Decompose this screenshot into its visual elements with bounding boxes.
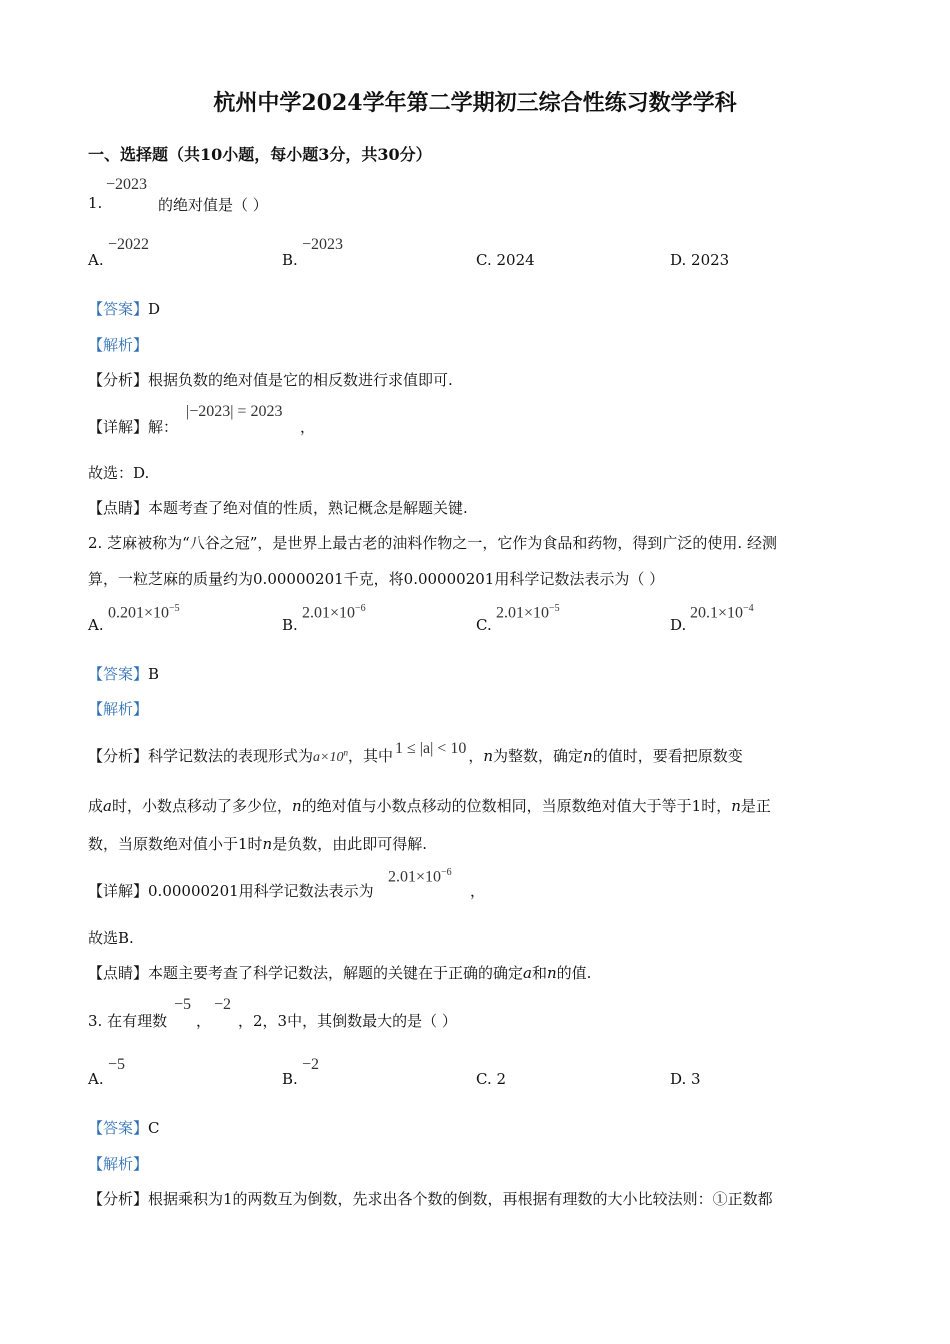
q1-option-c-label: C. xyxy=(476,251,492,269)
q2-option-c-label: C. xyxy=(476,616,492,634)
q1-dianjing xyxy=(88,497,468,518)
q2-line2-d: 是正 xyxy=(740,797,771,815)
q2-option-a-exp: −5 xyxy=(169,603,180,614)
fenxi-label: 【分析】 xyxy=(88,371,149,389)
q2-option-b-value xyxy=(302,603,366,622)
q2-dianjing-n: n xyxy=(547,964,557,982)
q2-dianjing xyxy=(88,962,591,983)
q3-option-a-label: A. xyxy=(88,1070,104,1088)
page-title: 杭州中学2024学年第二学期初三综合性练习数学学科 xyxy=(213,90,737,116)
q2-stem-line1: 2. 芝麻被称为“八谷之冠”，是世界上最古老的油料作物之一，它作为食品和药物，得到广泛的使用. 经测 xyxy=(88,534,777,552)
q2-fenxi-e: 的值时，要看把原数变 xyxy=(592,747,743,765)
q2-fenxi-a: 科学记数法的表现形式为 xyxy=(148,747,314,765)
q1-option-a-label: A. xyxy=(88,251,104,269)
q1-detail-math: |−2023| = 2023 xyxy=(186,403,283,420)
q3-prefix: 3. 在有理数 xyxy=(88,1012,168,1030)
q1-text: 的绝对值是（ ） xyxy=(158,196,268,214)
q2-option-c-exp: −5 xyxy=(549,603,560,614)
q2-option-c-value xyxy=(496,603,560,622)
q2-fenxi-math2: 1 ≤ |a| < 10 xyxy=(395,740,467,757)
q1-math: −2023 xyxy=(106,176,148,193)
dianjing-label: 【点睛】 xyxy=(88,964,149,982)
q2-fenxi-math1-base: a×10 xyxy=(313,750,344,765)
q3-option-a-value: −5 xyxy=(108,1056,126,1073)
q2-fenxi-line2 xyxy=(88,795,771,816)
q3-answer xyxy=(88,1117,160,1138)
q3-option-b-label: B. xyxy=(282,1070,298,1088)
q1-answer xyxy=(88,298,160,319)
q2-detail-exp: −6 xyxy=(441,867,452,878)
q2-fenxi-math1-exp: n xyxy=(343,747,348,758)
q3-fenxi xyxy=(88,1188,773,1209)
q3-option-d-value: 3 xyxy=(691,1070,701,1088)
q2-stem-line2: 算，一粒芝麻的质量约为0.00000201千克，将0.00000201用科学记数法表示为（ ） xyxy=(88,570,665,588)
q2-detail-math xyxy=(388,867,452,886)
q2-dianjing-a-var: a xyxy=(523,964,532,982)
answer-label: 【答案】 xyxy=(88,665,149,683)
q2-line2-a-var: a xyxy=(103,797,112,815)
q3-suffix: ，2，3中，其倒数最大的是（ ） xyxy=(238,1012,457,1030)
q2-line2-n: n xyxy=(291,797,302,815)
q2-option-a-value xyxy=(108,603,180,622)
dianjing-label: 【点睛】 xyxy=(88,499,149,517)
q2-option-d-base: 20.1×10 xyxy=(690,604,744,622)
q2-fenxi-math1 xyxy=(313,747,348,765)
answer-label: 【答案】 xyxy=(88,1119,149,1137)
q3-math2: −2 xyxy=(214,996,232,1013)
q2-line2-c: 的绝对值与小数点移动的位数相同，当原数绝对值大于等于1时， xyxy=(301,797,732,815)
q1-option-a-value: −2022 xyxy=(108,236,150,253)
detail-label: 【详解】 xyxy=(88,418,149,436)
q2-line2-a: 成 xyxy=(88,797,104,815)
q3-option-c xyxy=(476,1070,506,1088)
q1-fenxi-text: 根据负数的绝对值是它的相反数进行求值即可. xyxy=(148,371,453,389)
q2-fenxi-c: ， xyxy=(468,747,484,765)
section-heading: 一、选择题（共10小题，每小题3分，共30分） xyxy=(88,145,432,164)
q2-option-c-base: 2.01×10 xyxy=(496,604,550,622)
q2-detail xyxy=(88,880,374,901)
q3-math1: −5 xyxy=(174,996,192,1013)
q2-answer-value: B xyxy=(148,665,160,683)
q2-detail-suffix: ， xyxy=(470,882,486,900)
q1-analysis-label: 【解析】 xyxy=(88,336,149,354)
q3-answer-value: C xyxy=(148,1119,160,1137)
q1-fenxi xyxy=(88,369,453,390)
q2-fenxi-line1 xyxy=(88,740,743,766)
q2-fenxi-n1: n xyxy=(483,747,493,765)
q2-fenxi-b: ，其中 xyxy=(347,747,393,765)
q2-line2-n2: n xyxy=(731,797,741,815)
q2-detail-base: 2.01×10 xyxy=(388,868,442,886)
q1-option-d-value: 2023 xyxy=(691,251,730,269)
q1-number: 1. xyxy=(88,194,103,212)
q2-line3-b: 是负数，由此即可得解. xyxy=(272,835,427,853)
q2-option-a-label: A. xyxy=(88,616,104,634)
q3-analysis-label: 【解析】 xyxy=(88,1155,149,1173)
q1-option-d xyxy=(670,251,729,269)
fenxi-label: 【分析】 xyxy=(88,1190,149,1208)
q2-analysis-label: 【解析】 xyxy=(88,700,149,718)
q1-detail-prefix: 解： xyxy=(148,418,179,436)
q1-option-c xyxy=(476,251,535,269)
q2-detail-text: 0.00000201用科学记数法表示为 xyxy=(148,882,374,900)
q1-answer-value: D xyxy=(148,300,161,318)
q2-answer xyxy=(88,663,159,684)
q1-option-b-label: B. xyxy=(282,251,298,269)
q1-detail-suffix: ， xyxy=(300,418,316,436)
q2-fenxi-n2: n xyxy=(583,747,593,765)
q3-option-c-label: C. xyxy=(476,1070,492,1088)
q2-fenxi-line3 xyxy=(88,833,427,854)
q3-option-d xyxy=(670,1070,701,1088)
q1-dianjing-text: 本题考查了绝对值的性质，熟记概念是解题关键. xyxy=(148,499,468,517)
q2-conclusion: 故选B. xyxy=(88,929,134,947)
q3-option-d-label: D. xyxy=(670,1070,687,1088)
q2-option-b-label: B. xyxy=(282,616,298,634)
q2-line3-a: 数，当原数绝对值小于1时 xyxy=(88,835,263,853)
q2-dianjing-b: 和 xyxy=(531,964,547,982)
q2-option-a-base: 0.201×10 xyxy=(108,604,170,622)
q1-detail xyxy=(88,416,178,437)
q2-fenxi-d: 为整数，确定 xyxy=(493,747,584,765)
q3-option-c-value: 2 xyxy=(496,1070,507,1088)
q3-fenxi-text: 根据乘积为1的两数互为倒数，先求出各个数的倒数，再根据有理数的大小比较法则：①正数都 xyxy=(148,1190,773,1208)
q2-line3-n: n xyxy=(262,835,273,853)
fenxi-label: 【分析】 xyxy=(88,747,149,765)
detail-label: 【详解】 xyxy=(88,882,149,900)
q1-conclusion: 故选：D. xyxy=(88,464,150,482)
q3-sep1: ， xyxy=(196,1012,212,1030)
q1-option-b-value: −2023 xyxy=(302,236,344,253)
q2-dianjing-a: 本题主要考查了科学记数法，解题的关键在于正确的确定 xyxy=(148,964,524,982)
q2-option-b-base: 2.01×10 xyxy=(302,604,356,622)
q3-option-b-value: −2 xyxy=(302,1056,320,1073)
answer-label: 【答案】 xyxy=(88,300,149,318)
q2-option-d-value xyxy=(690,603,754,622)
q2-option-d-label: D. xyxy=(670,616,687,634)
q1-option-d-label: D. xyxy=(670,251,687,269)
q1-option-c-value: 2024 xyxy=(496,251,535,269)
q2-option-d-exp: −4 xyxy=(743,603,754,614)
q2-option-b-exp: −6 xyxy=(355,603,366,614)
q2-dianjing-c: 的值. xyxy=(556,964,592,982)
q2-line2-b: 时，小数点移动了多少位， xyxy=(111,797,292,815)
